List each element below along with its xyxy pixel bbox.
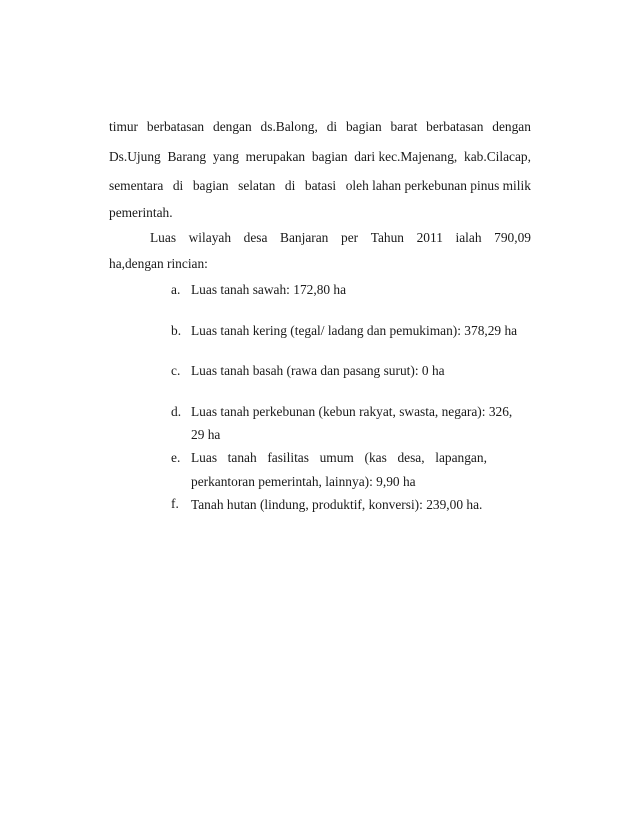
- word: 2011: [416, 230, 443, 245]
- list-item-text: Luas tanah basah (rawa dan pasang surut): 0 ha: [191, 363, 445, 378]
- list-item-label: d.: [171, 404, 182, 419]
- word: berbatasan: [146, 119, 205, 134]
- word: bagian: [192, 178, 229, 193]
- word: desa: [243, 230, 268, 245]
- word: di: [172, 178, 184, 193]
- word: per: [341, 230, 359, 245]
- paragraph1-line3: [109, 178, 531, 194]
- word: umum: [319, 450, 354, 465]
- paragraph1-line4: pemerintah.: [109, 205, 173, 220]
- word: bagian: [345, 119, 382, 134]
- word: bagian: [311, 149, 348, 164]
- word: tanah: [227, 450, 257, 465]
- word: lapangan,: [435, 450, 487, 465]
- word: barat: [390, 119, 418, 134]
- word: dengan: [213, 119, 252, 134]
- word: desa,: [397, 450, 425, 465]
- paragraph2-line2: ha,dengan rincian:: [109, 256, 208, 271]
- list-item-text: [191, 450, 487, 466]
- word: batasi: [304, 178, 337, 193]
- list-item-label: b.: [171, 323, 182, 338]
- list-item-text: Luas tanah sawah: 172,80 ha: [191, 282, 347, 297]
- word: Banjaran: [280, 230, 329, 245]
- word: merupakan: [245, 149, 306, 164]
- word: 790,09: [494, 230, 531, 245]
- word: ialah: [455, 230, 482, 245]
- list-item-label: c.: [171, 363, 181, 378]
- paragraph2-line1: [150, 230, 531, 246]
- word: Barang: [167, 149, 207, 164]
- list-item-label: f.: [171, 496, 179, 511]
- list-item-text: Luas tanah perkebunan (kebun rakyat, swasta, negara): 326,: [191, 404, 513, 419]
- word: Luas: [191, 450, 218, 465]
- word: sementara: [109, 178, 164, 193]
- list-item-continuation: 29 ha: [191, 427, 221, 442]
- word: dari kec.Majenang,: [354, 149, 458, 164]
- word: dengan: [492, 119, 531, 134]
- word: ds.Balong,: [260, 119, 318, 134]
- word: Luas: [150, 230, 177, 245]
- word: (kas: [364, 450, 387, 465]
- word: kab.Cilacap,: [464, 149, 531, 164]
- word: timur: [109, 119, 139, 134]
- list-item-text: Luas tanah kering (tegal/ ladang dan pemukiman): 378,29 ha: [191, 323, 518, 338]
- word: wilayah: [188, 230, 232, 245]
- word: berbatasan: [426, 119, 484, 134]
- word: oleh lahan perkebunan pinus milik: [345, 178, 531, 193]
- list-item-label: a.: [171, 282, 181, 297]
- word: Tahun: [370, 230, 404, 245]
- word: Ds.Ujung: [109, 149, 161, 164]
- paragraph1-line2: [109, 149, 531, 165]
- word: fasilitas: [267, 450, 309, 465]
- word: di: [326, 119, 338, 134]
- paragraph1-line1: [109, 119, 531, 135]
- word: di: [284, 178, 296, 193]
- list-item-text: Tanah hutan (lindung, produktif, konversi): 239,00 ha.: [191, 497, 483, 512]
- list-item-continuation: perkantoran pemerintah, lainnya): 9,90 ha: [191, 474, 416, 489]
- word: yang: [212, 149, 239, 164]
- list-item-label: e.: [171, 450, 181, 465]
- word: selatan: [238, 178, 276, 193]
